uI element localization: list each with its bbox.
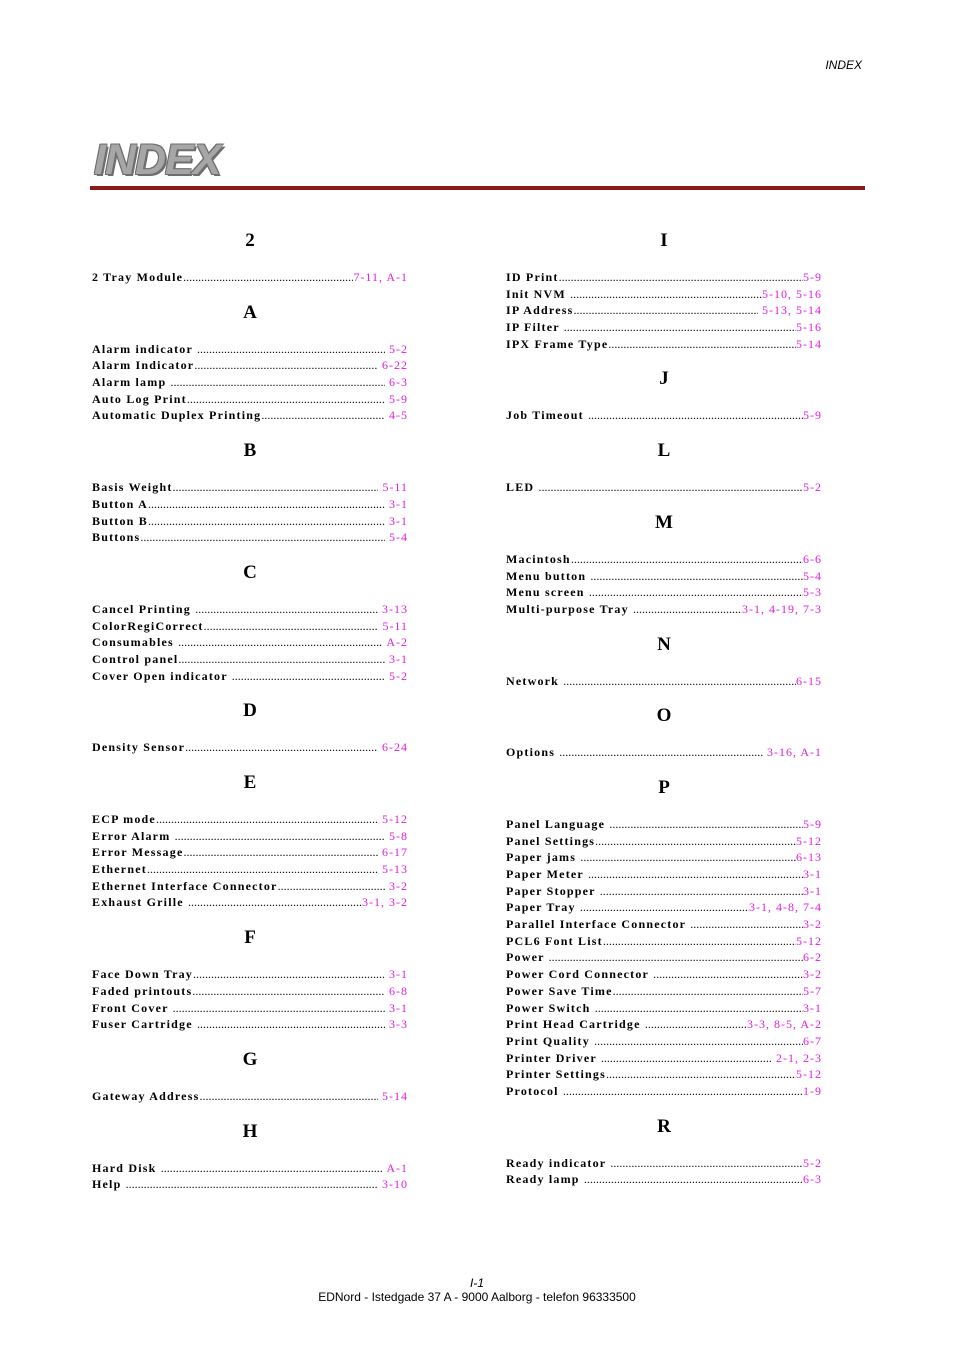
dot-leader xyxy=(564,319,796,336)
dot-leader xyxy=(589,584,803,601)
dot-leader xyxy=(588,866,803,883)
index-term: IP Filter xyxy=(506,320,564,335)
index-entry xyxy=(506,899,822,916)
page-reference-link[interactable]: 6-3 xyxy=(385,375,408,390)
index-term: Gateway Address xyxy=(92,1088,200,1103)
index-entry xyxy=(92,894,408,911)
index-entry xyxy=(506,551,822,568)
page-reference-link[interactable]: 5-14 xyxy=(378,1088,408,1103)
index-entry xyxy=(506,1083,822,1100)
section-letter: D xyxy=(243,700,257,722)
index-entry xyxy=(92,861,408,878)
dot-leader xyxy=(199,1088,378,1105)
index-entry xyxy=(506,1155,822,1172)
index-term: Printer Driver xyxy=(506,1050,601,1065)
dot-leader xyxy=(613,983,803,1000)
index-entry xyxy=(506,1171,822,1188)
index-term: Fuser Cartridge xyxy=(92,1017,197,1032)
index-entry xyxy=(92,1176,408,1193)
dot-leader xyxy=(140,529,385,546)
index-term: Paper jams xyxy=(506,850,581,865)
index-entry xyxy=(506,1016,822,1033)
index-term: Printer Settings xyxy=(506,1067,606,1082)
index-term: Cover Open indicator xyxy=(92,668,232,683)
index-entry xyxy=(92,479,408,496)
page-reference-link[interactable]: 5-2 xyxy=(385,668,408,683)
dot-leader xyxy=(580,849,796,866)
letter-group-r xyxy=(506,1115,822,1188)
title-rule xyxy=(90,186,865,190)
index-term: Density Sensor xyxy=(92,740,186,755)
letter-group-p xyxy=(506,776,822,1100)
page-reference-link[interactable]: 3-16, A-1 xyxy=(763,745,822,760)
dot-leader xyxy=(570,286,762,303)
index-entry xyxy=(506,286,822,303)
dot-leader xyxy=(653,966,803,983)
dot-leader xyxy=(148,496,385,513)
index-entry xyxy=(506,584,822,601)
index-term: Help xyxy=(92,1177,126,1192)
dot-leader xyxy=(595,1000,803,1017)
page-title: INDEX xyxy=(94,136,221,184)
index-term: Cancel Printing xyxy=(92,601,196,616)
page-reference-link[interactable]: 3-1 xyxy=(385,513,408,528)
dot-leader xyxy=(147,861,378,878)
page-reference-link[interactable]: 6-7 xyxy=(803,1033,822,1048)
letter-group-j xyxy=(506,367,822,424)
index-entry xyxy=(92,844,408,861)
dot-leader xyxy=(178,651,385,668)
letter-group-a xyxy=(92,301,408,424)
page-reference-link[interactable]: 3-1, 3-2 xyxy=(362,895,408,910)
section-letter: N xyxy=(657,633,671,655)
index-term: Power xyxy=(506,950,549,965)
page-reference-link[interactable]: 3-2 xyxy=(803,967,822,982)
index-entry xyxy=(506,673,822,690)
dot-leader xyxy=(538,479,803,496)
dot-leader xyxy=(278,878,385,895)
section-letter: C xyxy=(243,561,257,583)
footer-address: EDNord - Istedgade 37 A - 9000 Aalborg - telefon 96333500 xyxy=(318,1290,636,1304)
index-term: Alarm indicator xyxy=(92,341,197,356)
section-letter: L xyxy=(657,440,671,462)
index-term: Paper Tray xyxy=(506,900,580,915)
section-letter: I xyxy=(660,230,668,251)
page-reference-link[interactable]: 5-11 xyxy=(378,618,408,633)
dot-leader xyxy=(601,1050,772,1067)
section-letter: J xyxy=(659,368,669,390)
dot-leader xyxy=(594,1033,803,1050)
index-term: Buttons xyxy=(92,530,141,545)
letter-group-l xyxy=(506,439,822,496)
index-entry xyxy=(506,319,822,336)
letter-group-c xyxy=(92,561,408,684)
page-reference-link[interactable]: 5-7 xyxy=(803,983,822,998)
page-reference-link[interactable]: 3-1 xyxy=(803,1000,822,1015)
dot-leader xyxy=(690,916,803,933)
page-reference-link[interactable]: 3-1 xyxy=(803,883,822,898)
dot-leader xyxy=(195,601,378,618)
index-entry xyxy=(506,949,822,966)
index-term: Print Head Cartridge xyxy=(506,1017,645,1032)
page-reference-link[interactable]: 3-3 xyxy=(385,1017,408,1032)
section-letter: P xyxy=(658,776,670,798)
index-term: ID Print xyxy=(506,270,559,284)
dot-leader xyxy=(549,949,803,966)
index-entry xyxy=(92,1160,408,1177)
dot-leader xyxy=(633,601,742,618)
index-entry xyxy=(92,966,408,983)
letter-group-2 xyxy=(92,229,408,286)
index-entry xyxy=(92,529,408,546)
dot-leader xyxy=(188,894,362,911)
index-term: PCL6 Font List xyxy=(506,933,603,948)
dot-leader xyxy=(197,1016,385,1033)
index-entry xyxy=(506,744,822,761)
index-entry xyxy=(506,816,822,833)
index-term: Parallel Interface Connector xyxy=(506,917,691,932)
section-letter: F xyxy=(244,927,256,949)
index-term: ColorRegiCorrect xyxy=(92,618,204,633)
dot-leader xyxy=(192,983,385,1000)
index-term: IPX Frame Type xyxy=(506,336,609,351)
page-reference-link[interactable]: 5-2 xyxy=(803,1155,822,1170)
section-letter: B xyxy=(243,440,257,462)
dot-leader xyxy=(148,513,385,530)
page-reference-link[interactable]: 6-8 xyxy=(385,983,408,998)
dot-leader xyxy=(204,618,379,635)
dot-leader xyxy=(600,883,803,900)
page-reference-link[interactable]: 3-2 xyxy=(385,878,408,893)
index-term: Error Message xyxy=(92,845,184,860)
index-entry xyxy=(92,407,408,424)
dot-leader xyxy=(171,374,385,391)
index-term: Init NVM xyxy=(506,286,571,301)
dot-leader xyxy=(609,816,803,833)
index-entry xyxy=(506,966,822,983)
page-reference-link[interactable]: 3-13 xyxy=(378,601,408,616)
index-entry xyxy=(506,336,822,353)
page-reference-link[interactable]: 5-12 xyxy=(796,933,822,948)
index-entry xyxy=(506,983,822,1000)
footer-page-number: I-1 xyxy=(469,1276,484,1290)
index-entry xyxy=(506,568,822,585)
index-term: Multi-purpose Tray xyxy=(506,601,634,616)
letter-group-h xyxy=(92,1120,408,1193)
index-entry xyxy=(92,739,408,756)
index-column-left xyxy=(92,229,408,1208)
index-entry xyxy=(506,302,822,319)
section-letter: E xyxy=(243,772,257,793)
page-reference-link[interactable]: 5-2 xyxy=(803,480,822,495)
page-reference-link[interactable]: 5-4 xyxy=(385,530,408,545)
page-reference-link[interactable]: 5-13 xyxy=(378,862,408,877)
letter-group-o xyxy=(506,704,822,761)
index-term: Front Cover xyxy=(92,1000,173,1015)
index-term: Options xyxy=(506,745,560,760)
dot-leader xyxy=(187,391,385,408)
page-reference-link[interactable]: 5-13, 5-14 xyxy=(758,303,822,318)
letter-group-d xyxy=(92,699,408,756)
index-entry xyxy=(506,269,822,286)
letter-group-i xyxy=(506,229,822,352)
dot-leader xyxy=(595,833,796,850)
dot-leader xyxy=(173,479,379,496)
dot-leader xyxy=(193,966,385,983)
index-entry xyxy=(506,1000,822,1017)
index-entry xyxy=(506,849,822,866)
index-entry xyxy=(92,374,408,391)
index-term: Protocol xyxy=(506,1083,563,1098)
index-term: 2 Tray Module xyxy=(92,270,184,284)
dot-leader xyxy=(185,739,378,756)
letter-group-e xyxy=(92,771,408,911)
dot-leader xyxy=(606,1066,796,1083)
dot-leader xyxy=(559,744,763,761)
page-reference-link[interactable]: 6-6 xyxy=(803,551,822,566)
page-reference-link[interactable]: 5-3 xyxy=(803,585,822,600)
index-entry xyxy=(506,883,822,900)
index-entry xyxy=(92,601,408,618)
index-entry xyxy=(92,357,408,374)
page-reference-link[interactable]: 3-3, 8-5, A-2 xyxy=(747,1017,822,1032)
page-reference-link[interactable]: 3-1 xyxy=(803,867,822,881)
index-term: Menu button xyxy=(506,568,591,583)
page-reference-link[interactable]: 5-9 xyxy=(385,391,408,406)
dot-leader xyxy=(571,551,803,568)
index-term: Ethernet Interface Connector xyxy=(92,878,278,893)
index-entry xyxy=(92,513,408,530)
index-term: Control panel xyxy=(92,651,179,666)
page-reference-link[interactable]: 5-2 xyxy=(385,341,408,356)
dot-leader xyxy=(232,668,385,685)
page-reference-link[interactable]: 1-9 xyxy=(803,1083,822,1098)
page-reference-link[interactable]: 6-15 xyxy=(796,673,822,688)
dot-leader xyxy=(584,1171,803,1188)
page-reference-link[interactable]: 5-4 xyxy=(803,568,822,583)
dot-leader xyxy=(603,933,796,950)
index-term: Power Switch xyxy=(506,1000,595,1015)
page-reference-link[interactable]: 5-10, 5-16 xyxy=(762,286,822,301)
index-term: Ready lamp xyxy=(506,1172,584,1187)
index-entry xyxy=(92,1016,408,1033)
section-letter: A xyxy=(243,301,257,323)
page-reference-link[interactable]: 5-9 xyxy=(803,816,822,831)
dot-leader xyxy=(194,357,378,374)
page-reference-link[interactable]: A-2 xyxy=(383,635,408,650)
dot-leader xyxy=(610,1155,803,1172)
index-term: ECP mode xyxy=(92,812,156,826)
index-entry xyxy=(92,811,408,828)
dot-leader xyxy=(580,899,749,916)
dot-leader xyxy=(559,269,803,286)
page-reference-link[interactable]: 3-1 xyxy=(385,496,408,511)
page-reference-link[interactable]: 6-24 xyxy=(378,740,408,755)
index-entry xyxy=(506,833,822,850)
page-reference-link[interactable]: 6-22 xyxy=(378,358,408,373)
page-reference-link[interactable]: 3-1 xyxy=(385,967,408,982)
index-term: Automatic Duplex Printing xyxy=(92,408,262,423)
dot-leader xyxy=(183,269,353,286)
letter-group-n xyxy=(506,633,822,690)
page-reference-link[interactable]: 3-1 xyxy=(385,1000,408,1015)
index-entry xyxy=(506,933,822,950)
index-term: Hard Disk xyxy=(92,1160,161,1175)
index-term: Basis Weight xyxy=(92,480,173,495)
index-entry xyxy=(506,601,822,618)
dot-leader xyxy=(156,811,378,828)
index-entry xyxy=(506,1033,822,1050)
letter-group-b xyxy=(92,439,408,546)
page-reference-link[interactable]: 5-9 xyxy=(803,270,822,284)
dot-leader xyxy=(178,634,383,651)
section-letter: H xyxy=(242,1120,258,1142)
page-reference-link[interactable]: 6-17 xyxy=(378,845,408,860)
index-entry xyxy=(92,618,408,635)
dot-leader xyxy=(608,336,796,353)
index-term: Ready indicator xyxy=(506,1155,611,1170)
index-term: Ethernet xyxy=(92,862,147,877)
page-reference-link[interactable]: 3-10 xyxy=(378,1177,408,1192)
page-reference-link[interactable]: 7-11, A-1 xyxy=(353,270,408,284)
page-reference-link[interactable]: 5-14 xyxy=(796,336,822,351)
page-reference-link[interactable]: 5-8 xyxy=(385,828,408,843)
index-term: Auto Log Print xyxy=(92,391,187,406)
index-entry xyxy=(506,1050,822,1067)
page-reference-link[interactable]: 5-12 xyxy=(378,812,408,826)
index-term: Face Down Tray xyxy=(92,967,194,982)
page-reference-link[interactable]: 5-16 xyxy=(796,320,822,335)
page-reference-link[interactable]: A-1 xyxy=(383,1160,408,1175)
index-entry xyxy=(92,828,408,845)
dot-leader xyxy=(563,673,796,690)
page-reference-link[interactable]: 6-3 xyxy=(803,1172,822,1187)
dot-leader xyxy=(175,828,385,845)
index-term: Panel Settings xyxy=(506,833,596,848)
page-reference-link[interactable]: 5-11 xyxy=(378,480,408,495)
page-reference-link[interactable]: 3-1, 4-8, 7-4 xyxy=(749,900,822,915)
index-term: Paper Stopper xyxy=(506,883,600,898)
page-reference-link[interactable]: 5-9 xyxy=(803,408,822,423)
dot-leader xyxy=(197,341,385,358)
page-reference-link[interactable]: 3-2 xyxy=(803,917,822,932)
index-entry xyxy=(506,916,822,933)
index-term: IP Address xyxy=(506,303,574,318)
dot-leader xyxy=(573,302,758,319)
letter-group-g xyxy=(92,1048,408,1105)
index-term: LED xyxy=(506,480,539,495)
dot-leader xyxy=(183,844,378,861)
index-entry xyxy=(92,983,408,1000)
letter-group-m xyxy=(506,511,822,618)
page-reference-link[interactable]: 5-12 xyxy=(796,1067,822,1082)
index-entry xyxy=(92,1088,408,1105)
dot-leader xyxy=(588,407,803,424)
index-entry xyxy=(506,866,822,883)
dot-leader xyxy=(126,1176,378,1193)
index-entry xyxy=(92,496,408,513)
index-entry xyxy=(92,878,408,895)
index-term: Paper Meter xyxy=(506,867,588,881)
index-term: Menu screen xyxy=(506,585,589,600)
index-entry xyxy=(92,634,408,651)
index-entry xyxy=(506,407,822,424)
index-entry xyxy=(92,391,408,408)
page-reference-link[interactable]: 3-1 xyxy=(385,651,408,666)
page-reference-link[interactable]: 5-12 xyxy=(796,833,822,848)
index-term: Job Timeout xyxy=(506,408,588,423)
index-entry xyxy=(506,479,822,496)
section-letter: M xyxy=(655,511,673,533)
letter-group-f xyxy=(92,926,408,1033)
index-entry xyxy=(92,651,408,668)
page-reference-link[interactable]: 2-1, 2-3 xyxy=(772,1050,822,1065)
page-reference-link[interactable]: 3-1, 4-19, 7-3 xyxy=(742,601,822,616)
section-letter: R xyxy=(657,1115,671,1137)
page-reference-link[interactable]: 6-2 xyxy=(803,950,822,965)
index-term: Print Quality xyxy=(506,1033,595,1048)
dot-leader xyxy=(590,568,803,585)
dot-leader xyxy=(173,1000,385,1017)
index-column-right xyxy=(506,229,822,1203)
dot-leader xyxy=(645,1016,747,1033)
index-entry xyxy=(92,269,408,286)
index-term: Alarm Indicator xyxy=(92,358,195,373)
index-term: Panel Language xyxy=(506,816,610,831)
index-term: Consumables xyxy=(92,635,179,650)
index-term: Network xyxy=(506,673,564,688)
dot-leader xyxy=(161,1160,383,1177)
index-term: Error Alarm xyxy=(92,828,175,843)
index-term: Macintosh xyxy=(506,551,571,566)
index-entry xyxy=(92,341,408,358)
index-term: Power Cord Connector xyxy=(506,967,654,982)
index-term: Alarm lamp xyxy=(92,375,171,390)
page-reference-link[interactable]: 6-13 xyxy=(796,850,822,865)
dot-leader xyxy=(261,407,385,424)
index-term: Button B xyxy=(92,513,148,528)
section-letter: G xyxy=(242,1048,258,1070)
dot-leader xyxy=(563,1083,803,1100)
index-term: Power Save Time xyxy=(506,983,613,998)
index-entry xyxy=(92,1000,408,1017)
section-letter: O xyxy=(656,705,672,727)
section-letter: 2 xyxy=(245,230,255,251)
index-term: Exhaust Grille xyxy=(92,895,189,910)
index-entry xyxy=(506,1066,822,1083)
running-header: INDEX xyxy=(825,58,862,72)
index-term: Faded printouts xyxy=(92,983,193,998)
index-entry xyxy=(92,668,408,685)
index-term: Button A xyxy=(92,496,148,511)
page-reference-link[interactable]: 4-5 xyxy=(385,408,408,423)
